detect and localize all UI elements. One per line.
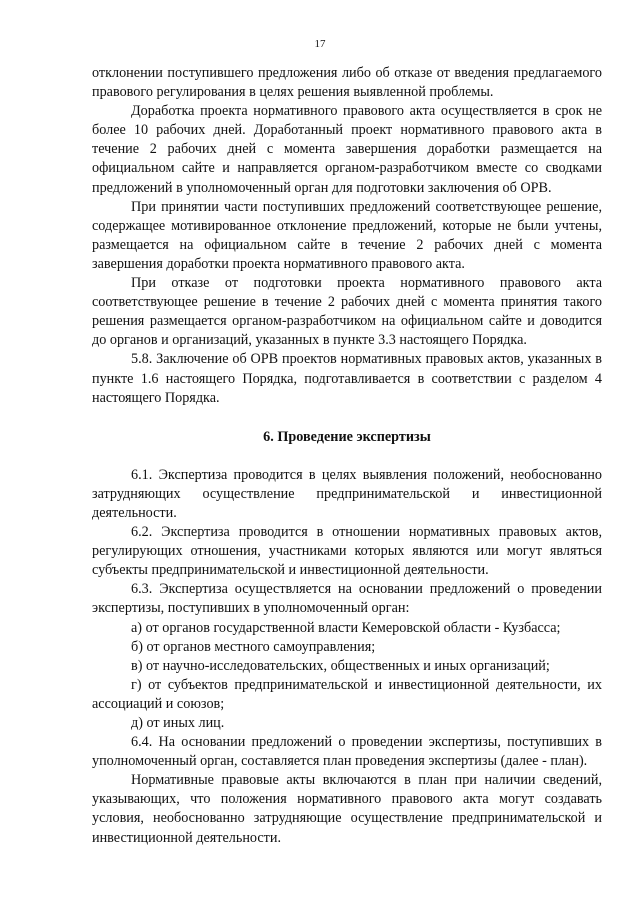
paragraph: При отказе от подготовки проекта нормативного правового акта соответствующее решение в течение 2 рабочих дней с момента принятия такого решения размещается органом-разработчиком на официальном сайте и доводится до органов и организаций, указанных в пункте 3.3 настоящего Порядка. xyxy=(92,275,602,349)
paragraph: При принятии части поступивших предложений соответствующее решение, содержащее мотивированное отклонение предложений, которые не были учтены, размещается на официальном сайте в течение 2 рабочих дней с момента завершения доработки проекта нормативного правового акта. xyxy=(92,198,602,272)
document-body xyxy=(92,64,602,848)
list-item-d: д) от иных лиц. xyxy=(131,715,225,731)
paragraph-6-4: 6.4. На основании предложений о проведении экспертизы, поступивших в уполномоченный орган, составляется план проведения экспертизы (далее - план). xyxy=(92,734,602,770)
paragraph-6-3: 6.3. Экспертиза осуществляется на основании предложений о проведении экспертизы, поступивших в уполномоченный орган: xyxy=(92,581,602,617)
list-item-g: г) от субъектов предпринимательской и инвестиционной деятельности, их ассоциаций и союзов; xyxy=(92,676,602,712)
paragraph-5-8: 5.8. Заключение об ОРВ проектов нормативных правовых актов, указанных в пункте 1.6 настоящего Порядка, подготавливается в соответствии с разделом 4 настоящего Порядка. xyxy=(92,351,602,406)
paragraph: отклонении поступившего предложения либо об отказе от введения предлагаемого правового регулирования в целях решения выявленной проблемы. xyxy=(92,65,602,101)
section-heading: 6. Проведение экспертизы xyxy=(263,428,431,445)
list-item-b: б) от органов местного самоуправления; xyxy=(131,638,376,655)
page-number: 17 xyxy=(314,38,326,50)
paragraph-6-2: 6.2. Экспертиза проводится в отношении нормативных правовых актов, регулирующих отношения, участниками которых являются или могут являться субъекты предпринимательской и инвестиционной деятельности. xyxy=(92,524,602,579)
paragraph: Доработка проекта нормативного правового акта осуществляется в срок не более 10 рабочих дней. Доработанный проект нормативного правового акта в течение 2 рабочих дней с момента завершения доработки размещается на официальном сайте и направляется органом-разработчиком вместе со сводками предложений в уполномоченный орган для подготовки заключения об ОРВ. xyxy=(92,103,602,196)
list-item-a: а) от органов государственной власти Кемеровской области - Кузбасса; xyxy=(131,619,561,636)
paragraph-6-1: 6.1. Экспертиза проводится в целях выявления положений, необоснованно затрудняющих осуществление предпринимательской и инвестиционной деятельности. xyxy=(92,466,602,521)
paragraph: Нормативные правовые акты включаются в план при наличии сведений, указывающих, что положения нормативного правового акта могут создавать условия, необоснованно затрудняющие осуществление предпринимательской и инвестиционной деятельности. xyxy=(92,772,602,846)
list-item-v: в) от научно-исследовательских, общественных и иных организаций; xyxy=(131,657,550,674)
